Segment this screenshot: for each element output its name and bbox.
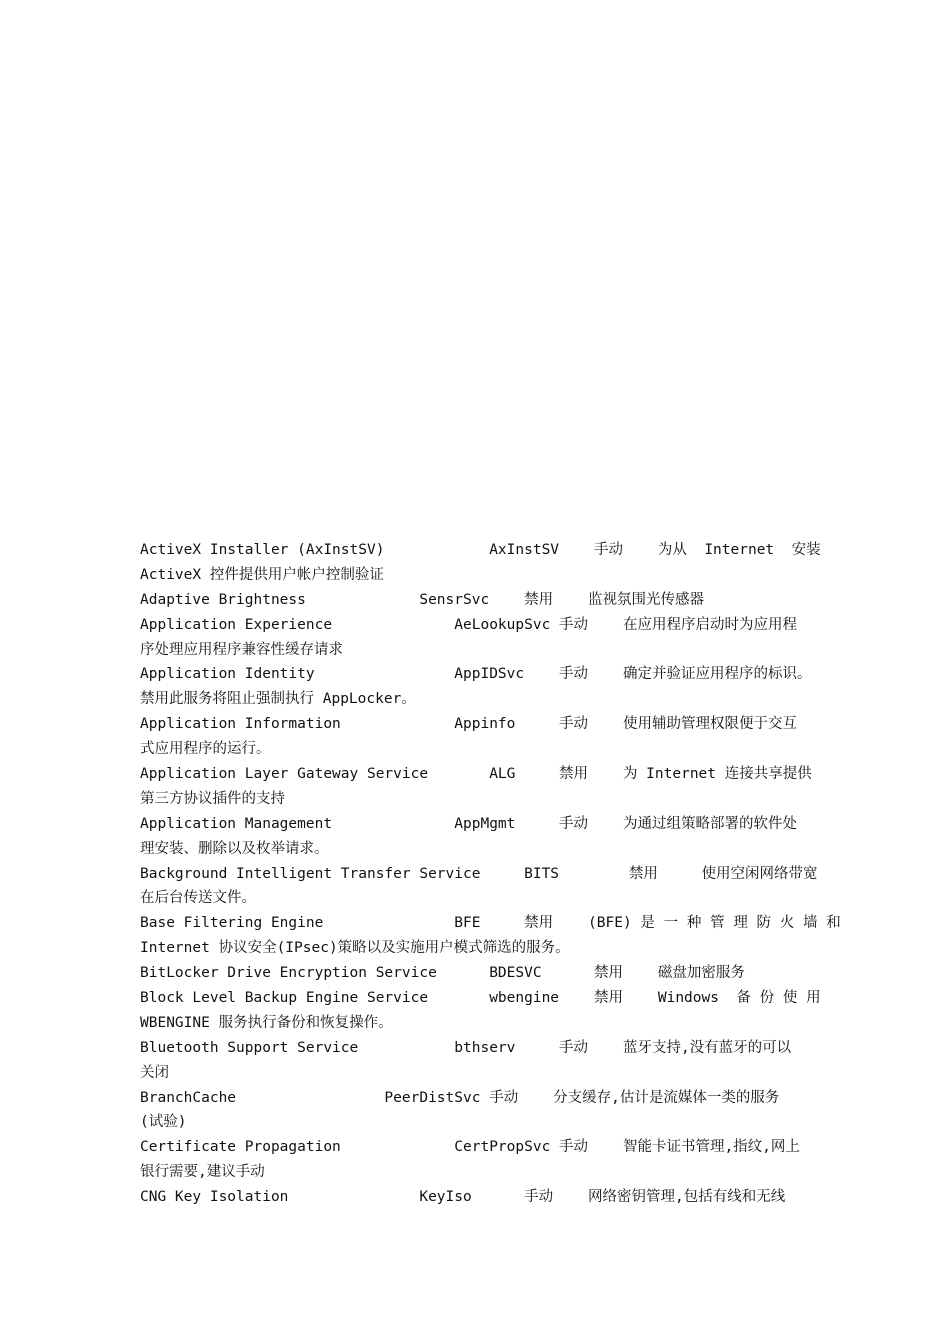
text-line: Application Experience AeLookupSvc 手动 在应用程序启动时为应用程 <box>140 616 797 633</box>
text-line: ActiveX Installer (AxInstSV) AxInstSV 手动 为从 Internet 安装 <box>140 542 821 558</box>
text-line: 银行需要,建议手动 <box>140 1164 265 1181</box>
text-line: 理安装、删除以及枚举请求。 <box>140 840 329 857</box>
text-line: (试验) <box>140 1114 187 1131</box>
text-line: Internet 协议安全(IPsec)策略以及实施用户模式筛选的服务。 <box>140 940 570 957</box>
services-list <box>140 538 841 1210</box>
text-line: Adaptive Brightness SensrSvc 禁用 监视氛围光传感器 <box>140 591 705 608</box>
text-line: 禁用此服务将阻止强制执行 AppLocker。 <box>140 691 416 708</box>
text-line: Block Level Backup Engine Service wbengine 禁用 Windows 备 份 使 用 <box>140 990 821 1007</box>
text-line: CNG Key Isolation KeyIso 手动 网络密钥管理,包括有线和无线 <box>140 1189 786 1206</box>
text-line: Bluetooth Support Service bthserv 手动 蓝牙支持,没有蓝牙的可以 <box>140 1039 792 1056</box>
text-line: 序处理应用程序兼容性缓存请求 <box>140 641 343 658</box>
text-line: BranchCache PeerDistSvc 手动 分支缓存,估计是流媒体一类的服务 <box>140 1089 780 1106</box>
text-line: ActiveX 控件提供用户帐户控制验证 <box>140 566 384 583</box>
text-line: 第三方协议插件的支持 <box>140 790 285 807</box>
text-line: Base Filtering Engine BFE 禁用 (BFE) 是 一 种 管 理 防 火 墙 和 <box>140 915 841 932</box>
text-line: Application Identity AppIDSvc 手动 确定并验证应用程序的标识。 <box>140 666 812 683</box>
text-line: Application Information Appinfo 手动 使用辅助管理权限便于交互 <box>140 716 797 733</box>
text-line: BitLocker Drive Encryption Service BDESVC 禁用 磁盘加密服务 <box>140 965 745 982</box>
text-line: Certificate Propagation CertPropSvc 手动 智能卡证书管理,指纹,网上 <box>140 1139 800 1156</box>
text-line: 式应用程序的运行。 <box>140 741 271 758</box>
text-line: Application Layer Gateway Service ALG 禁用 为 Internet 连接共享提供 <box>140 766 812 783</box>
text-line: 关闭 <box>140 1064 169 1081</box>
text-line: WBENGINE 服务执行备份和恢复操作。 <box>140 1014 393 1031</box>
text-line: Application Management AppMgmt 手动 为通过组策略部署的软件处 <box>140 815 797 832</box>
text-line: Background Intelligent Transfer Service BITS 禁用 使用空闲网络带宽 <box>140 865 818 882</box>
text-line: 在后台传送文件。 <box>140 890 256 907</box>
